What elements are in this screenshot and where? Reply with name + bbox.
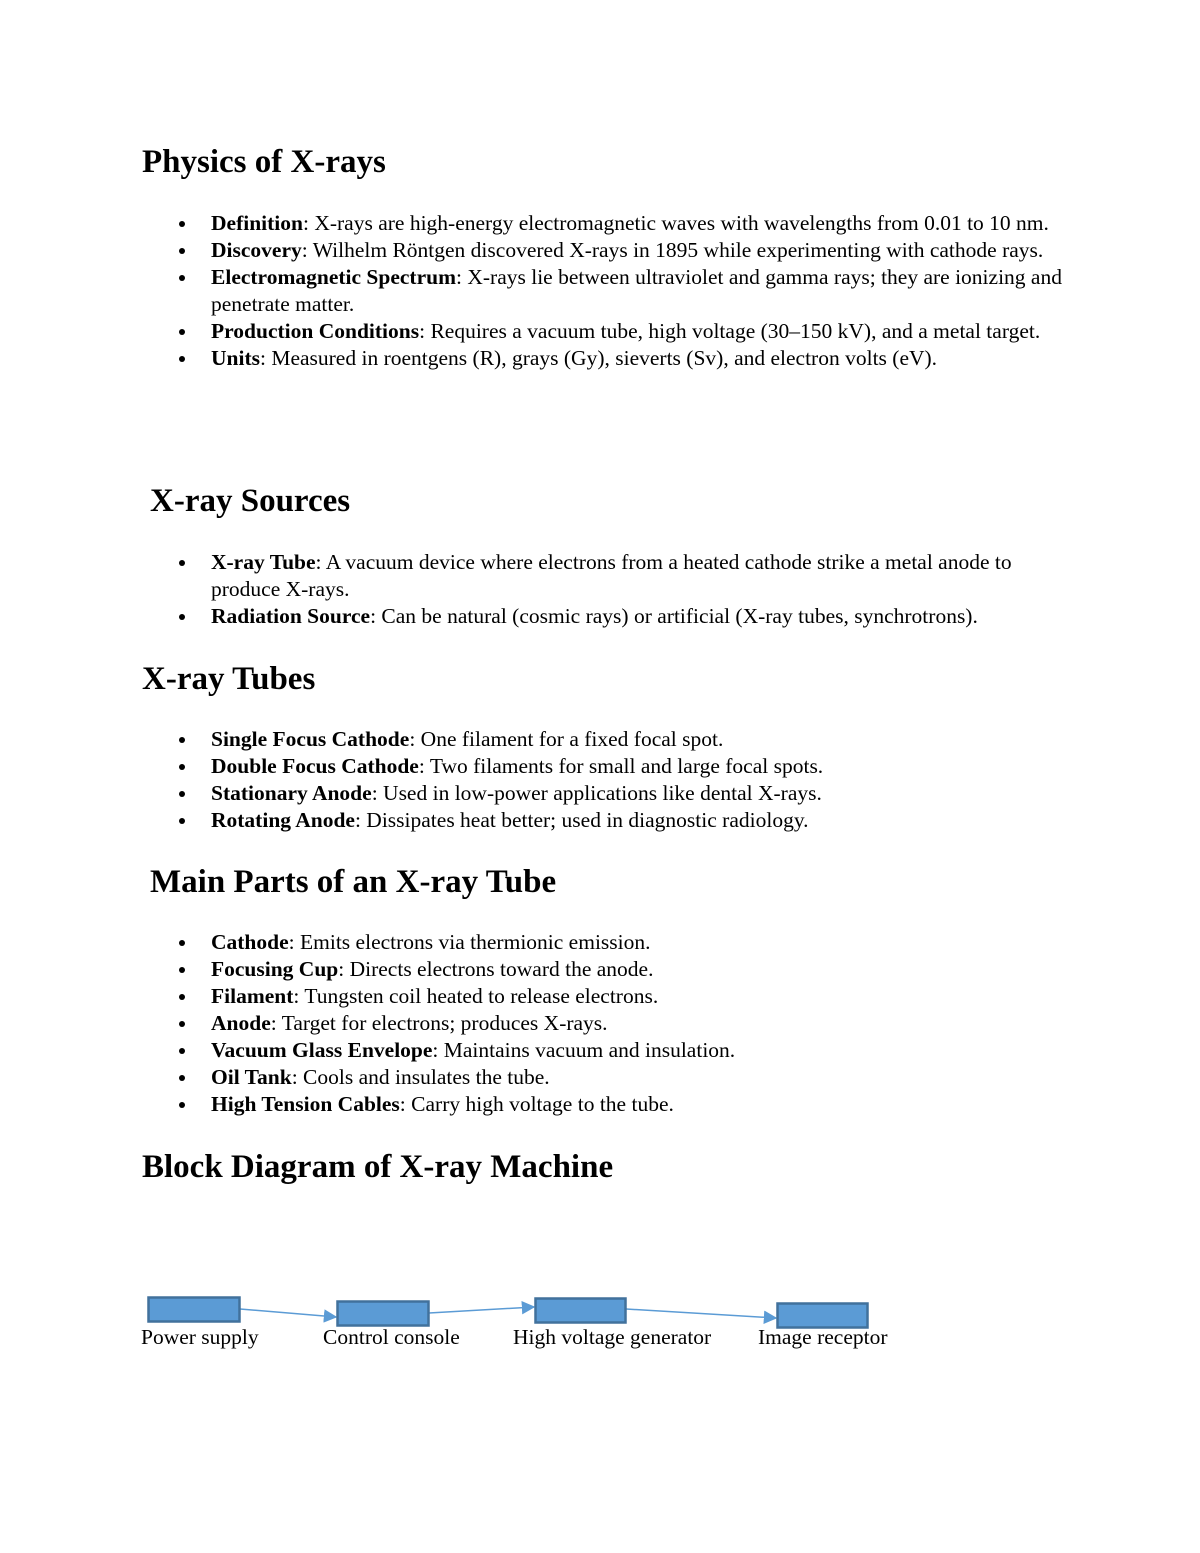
item-text: : Wilhelm Röntgen discovered X-rays in 1895 while experimenting with cathode rays. [301,238,1044,262]
item-text: : Directs electrons toward the anode. [338,957,654,981]
item-text: : Can be natural (cosmic rays) or artificial (X-ray tubes, synchrotrons). [370,604,978,628]
heading-main-parts: Main Parts of an X-ray Tube [150,864,557,900]
list-item [211,1037,1071,1064]
label-high-voltage-generator: High voltage generator [513,1325,712,1349]
label-power-supply: Power supply [141,1325,259,1349]
block-control-console [338,1302,429,1326]
item-term: High Tension Cables [211,1092,400,1116]
item-text: : Measured in roentgens (R), grays (Gy), sieverts (Sv), and electron volts (eV). [259,346,938,370]
heading-xray-tubes: X-ray Tubes [142,661,316,697]
physics-list [211,210,1071,372]
item-term: Rotating Anode [211,808,355,832]
list-item [211,1091,1071,1118]
label-image-receptor: Image receptor [758,1325,888,1349]
sources-list [211,549,1071,630]
item-term: Units [211,346,260,370]
list-item [211,956,1071,983]
list-item [211,1064,1071,1091]
item-text: : Tungsten coil heated to release electrons. [293,984,659,1008]
heading-block-diagram: Block Diagram of X-ray Machine [142,1149,614,1185]
item-text: : X-rays lie between ultraviolet and gamma rays; they are ionizing and penetrate matter. [211,265,1062,316]
item-term: Filament [211,984,294,1008]
block-high-voltage-generator [536,1299,626,1323]
list-item [211,549,1071,603]
item-text: : Used in low-power applications like dental X-rays. [371,781,822,805]
tubes-list [211,726,1071,834]
item-term: Oil Tank [211,1065,292,1089]
item-term: Production Conditions [211,319,420,343]
label-control-console: Control console [323,1325,460,1349]
heading-xray-sources: X-ray Sources [150,483,351,519]
item-term: Electromagnetic Spectrum [211,265,456,289]
item-term: Radiation Source [211,604,371,628]
item-text: : Target for electrons; produces X-rays. [270,1011,608,1035]
item-text: : Carry high voltage to the tube. [399,1092,674,1116]
arrow-console-to-generator [429,1307,534,1313]
item-text: : Two filaments for small and large focal spots. [418,754,824,778]
list-item [211,603,1071,630]
list-item [211,1010,1071,1037]
item-text: : A vacuum device where electrons from a heated cathode strike a metal anode to produce X-rays. [211,550,1012,601]
item-term: Single Focus Cathode [211,727,410,751]
item-term: Definition [211,211,303,235]
item-term: Anode [211,1011,271,1035]
list-item [211,807,1071,834]
item-term: Focusing Cup [211,957,339,981]
item-term: Stationary Anode [211,781,372,805]
list-item [211,753,1071,780]
list-item [211,780,1071,807]
item-term: X-ray Tube [211,550,316,574]
parts-list [211,929,1071,1118]
item-text: : One filament for a fixed focal spot. [409,727,724,751]
block-power-supply [149,1298,240,1322]
item-term: Cathode [211,930,289,954]
item-text: : Maintains vacuum and insulation. [432,1038,736,1062]
list-item [211,929,1071,956]
list-item [211,210,1071,237]
list-item [211,264,1071,318]
list-item [211,345,1071,372]
item-text: : Emits electrons via thermionic emission. [288,930,651,954]
item-text: : Requires a vacuum tube, high voltage (30–150 kV), and a metal target. [419,319,1041,343]
heading-physics-of-xrays: Physics of X-rays [142,144,386,180]
list-item [211,726,1071,753]
arrow-generator-to-receptor [626,1309,776,1318]
list-item [211,983,1071,1010]
list-item [211,318,1071,345]
item-term: Discovery [211,238,302,262]
item-term: Double Focus Cathode [211,754,419,778]
list-item [211,237,1071,264]
item-text: : Dissipates heat better; used in diagnostic radiology. [354,808,809,832]
item-text: : X-rays are high-energy electromagnetic waves with wavelengths from 0.01 to 10 nm. [302,211,1049,235]
arrow-power-to-console [240,1309,336,1317]
item-term: Vacuum Glass Envelope [211,1038,433,1062]
item-text: : Cools and insulates the tube. [291,1065,550,1089]
